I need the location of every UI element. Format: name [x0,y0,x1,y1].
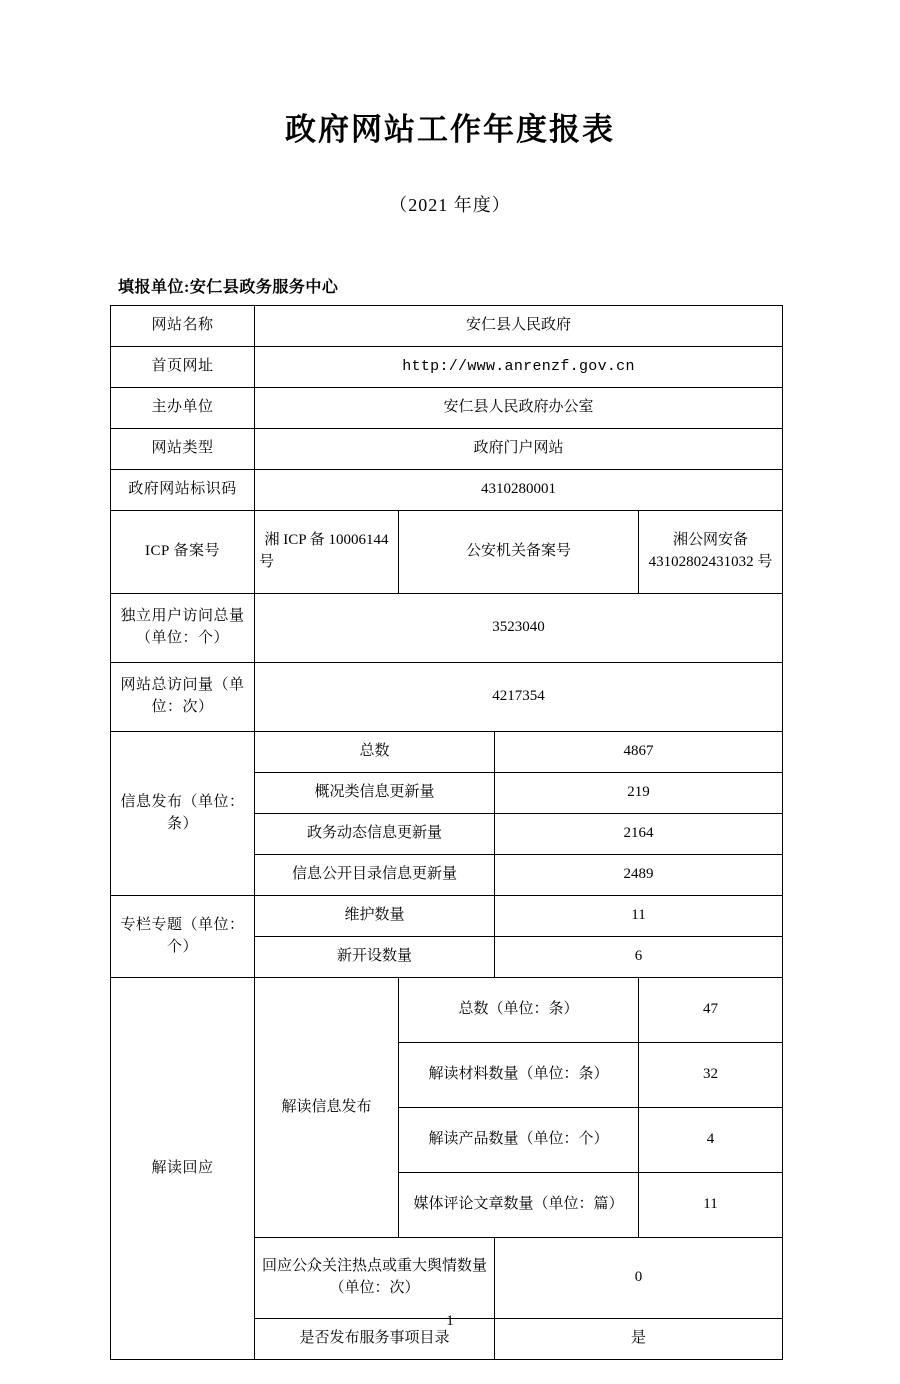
interpretation-label: 解读回应 [111,978,255,1360]
info-publish-item-value: 2489 [495,855,783,896]
table-row [111,347,783,388]
table-row [111,470,783,511]
column-topic-item-value: 6 [495,937,783,978]
interpretation-item-value: 32 [639,1043,783,1108]
info-publish-item-value: 2164 [495,814,783,855]
site-code-value: 4310280001 [255,470,783,511]
homepage-value: http://www.anrenzf.gov.cn [255,347,783,388]
site-type-label: 网站类型 [111,429,255,470]
icp-label: ICP 备案号 [111,511,255,594]
annual-report-table [110,305,783,1360]
table-row [111,896,783,937]
site-code-label: 政府网站标识码 [111,470,255,511]
info-publish-item-name: 政务动态信息更新量 [255,814,495,855]
table-row [111,388,783,429]
page-title: 政府网站工作年度报表 [285,112,615,148]
interpretation-item-name: 解读材料数量（单位：条） [399,1043,639,1108]
reporting-unit: 填报单位:安仁县政务服务中心 [118,279,339,297]
host-unit-value: 安仁县人民政府办公室 [255,388,783,429]
table-row [111,594,783,663]
unique-visitors-value: 3523040 [255,594,783,663]
column-topic-item-name: 新开设数量 [255,937,495,978]
column-topic-item-value: 11 [495,896,783,937]
icp-value: 湘 ICP 备 10006144 号 [255,511,399,594]
interpretation-item-value: 11 [639,1173,783,1238]
interpretation-publish-label: 解读信息发布 [255,978,399,1238]
total-visits-label: 网站总访问量（单位：次） [111,663,255,732]
table-row [111,663,783,732]
table-row [111,306,783,347]
total-visits-value: 4217354 [255,663,783,732]
info-publish-item-value: 4867 [495,732,783,773]
service-catalog-label: 是否发布服务事项目录 [255,1319,495,1360]
info-publish-item-name: 概况类信息更新量 [255,773,495,814]
interpretation-item-value: 4 [639,1108,783,1173]
column-topic-item-name: 维护数量 [255,896,495,937]
info-publish-item-name: 总数 [255,732,495,773]
site-name-value: 安仁县人民政府 [255,306,783,347]
interpretation-item-name: 媒体评论文章数量（单位：篇） [399,1173,639,1238]
info-publish-label: 信息发布（单位：条） [111,732,255,896]
homepage-label: 首页网址 [111,347,255,388]
host-unit-label: 主办单位 [111,388,255,429]
hotspot-response-value: 0 [495,1238,783,1319]
page-number: 1 [446,1313,454,1329]
site-type-value: 政府门户网站 [255,429,783,470]
interpretation-item-name: 解读产品数量（单位：个） [399,1108,639,1173]
document-page [0,112,900,1384]
interpretation-item-value: 47 [639,978,783,1043]
table-row [111,511,783,594]
table-row [111,732,783,773]
interpretation-item-name: 总数（单位：条） [399,978,639,1043]
site-name-label: 网站名称 [111,306,255,347]
table-row [111,429,783,470]
hotspot-response-label: 回应公众关注热点或重大舆情数量（单位：次） [255,1238,495,1319]
info-publish-item-name: 信息公开目录信息更新量 [255,855,495,896]
police-record-label: 公安机关备案号 [399,511,639,594]
police-record-value: 湘公网安备 43102802431032 号 [639,511,783,594]
page-subtitle: （2021 年度） [389,195,511,216]
column-topic-label: 专栏专题（单位：个） [111,896,255,978]
table-row [111,978,783,1043]
unique-visitors-label: 独立用户访问总量（单位：个） [111,594,255,663]
service-catalog-value: 是 [495,1319,783,1360]
info-publish-item-value: 219 [495,773,783,814]
